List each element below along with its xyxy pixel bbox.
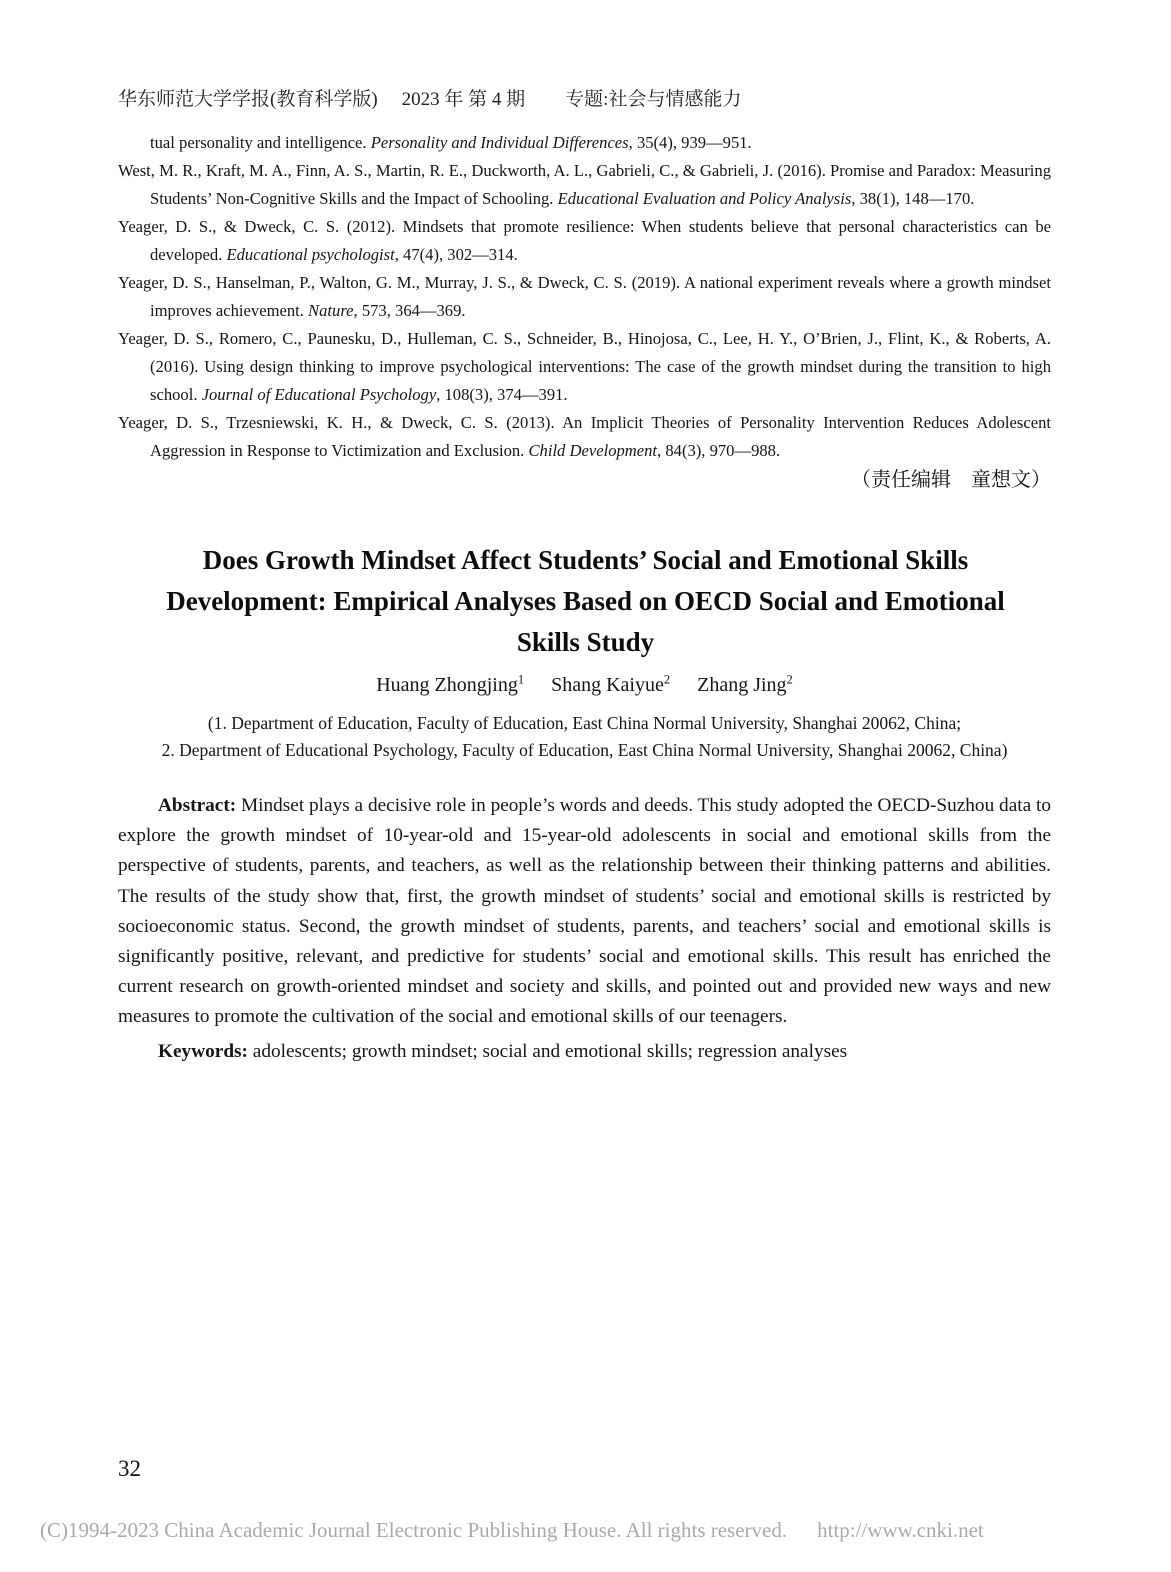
author: Huang Zhongjing$^1$ xyxy=(376,672,525,696)
author-affil-mark: 2 xyxy=(786,672,793,686)
abstract-paragraph xyxy=(118,791,1051,1033)
reference-entry: Yeager, D. S., Hanselman, P., Walton, G. M., Murray, J. S., & Dweck, C. S. (2019). A national experiment reveals where a growth mindset improves achievement. Nature, 573, 364—369. xyxy=(118,273,1051,320)
affiliation-line-1: (1. Department of Education, Faculty of Education, East China Normal University, Shanghai 20062, China; xyxy=(207,713,962,733)
affiliation-line-2: 2. Department of Educational Psychology, Faculty of Education, East China Normal University, Shanghai 20062, China) xyxy=(161,739,1008,760)
reference-entry: Yeager, D. S., Trzesniewski, K. H., & Dweck, C. S. (2013). An Implicit Theories of Personality Intervention Reduces Adolescent Aggression in Response to Victimization and Exclusion. Child Development, 84(3), 970—988. xyxy=(118,413,1051,460)
reference-entry: Yeager, D. S., Romero, C., Paunesku, D., Hulleman, C. S., Schneider, B., Hinojosa, C., Lee, H. Y., O’Brien, J., Flint, K., & Roberts, A. (2016). Using design thinking to improve psychological interventions: The case of the growth mindset during the transition to high school. Journal of Educational Psychology, 108(3), 374—391. xyxy=(118,329,1051,404)
reference-entry: tual personality and intelligence. Personality and Individual Differences, 35(4), 939—951. xyxy=(150,133,752,152)
article-title xyxy=(60,540,1111,663)
footer-url: http://www.cnki.net xyxy=(817,1518,984,1542)
abstract-text: Mindset plays a decisive role in people’s words and deeds. This study adopted the OECD-Suzhou data to explore the growth mindset of 10-year-old and 15-year-old adolescents in social and emotional skills from the perspective of students, parents, and teachers, as well as the relationship between their thinking patterns and abilities. The results of the study show that, first, the growth mindset of students’ social and emotional skills is restricted by socioeconomic status. Second, the growth mindset of students, parents, and teachers’ social and emotional skills is significantly positive, relevant, and predictive for students’ social and emotional skills. This result has enriched the current research on growth-oriented mindset and society and skills, and pointed out and provided new ways and new measures to promote the cultivation of the social and emotional skills of our teenagers. xyxy=(118,795,1051,1028)
authors-line xyxy=(118,672,1051,697)
reference-entry: Yeager, D. S., & Dweck, C. S. (2012). Mindsets that promote resilience: When students believe that personal characteristics can be developed. Educational psychologist, 47(4), 302—314. xyxy=(118,217,1051,264)
reference-entry: West, M. R., Kraft, M. A., Finn, A. S., Martin, R. E., Duckworth, A. L., Gabrieli, C., & Gabrieli, J. (2016). Promise and Paradox: Measuring Students’ Non-Cognitive Skills and the Impact of Schooling. Educational Evaluation and Policy Analysis, 38(1), 148—170. xyxy=(118,161,1051,208)
editor-note: （责任编辑 童想文） xyxy=(851,469,1051,491)
keywords-paragraph xyxy=(118,1037,1051,1067)
author: Shang Kaiyue$^2$ xyxy=(551,672,671,696)
author: Zhang Jing$^2$ xyxy=(697,672,793,696)
abstract-label: Abstract: xyxy=(158,795,237,816)
title-line-1: Does Growth Mindset Affect Students’ Social and Emotional Skills xyxy=(202,545,969,575)
journal-issue: 2023 年 第 4 期 xyxy=(401,89,526,110)
author-affil-mark: 1 xyxy=(517,672,525,686)
keywords-text: adolescents; growth mindset; social and emotional skills; regression analyses xyxy=(247,1040,848,1062)
journal-name: 华东师范大学学报(教育科学版) xyxy=(118,89,378,110)
footer xyxy=(40,1518,984,1543)
journal-topic: 专题:社会与情感能力 xyxy=(565,89,742,110)
author-affil-mark: 2 xyxy=(663,672,671,686)
footer-copyright: (C)1994-2023 China Academic Journal Electronic Publishing House. All rights reserved. xyxy=(40,1518,788,1542)
keywords-label: Keywords: xyxy=(158,1040,248,1062)
abstract-block xyxy=(118,791,1051,1067)
title-line-2: Development: Empirical Analyses Based on OECD Social and Emotional xyxy=(166,586,1005,616)
affiliations xyxy=(118,710,1051,763)
page-number: 32 xyxy=(118,1456,141,1481)
journal-header xyxy=(118,84,741,111)
title-line-3: Skills Study xyxy=(516,627,655,657)
references-list xyxy=(118,129,1051,465)
